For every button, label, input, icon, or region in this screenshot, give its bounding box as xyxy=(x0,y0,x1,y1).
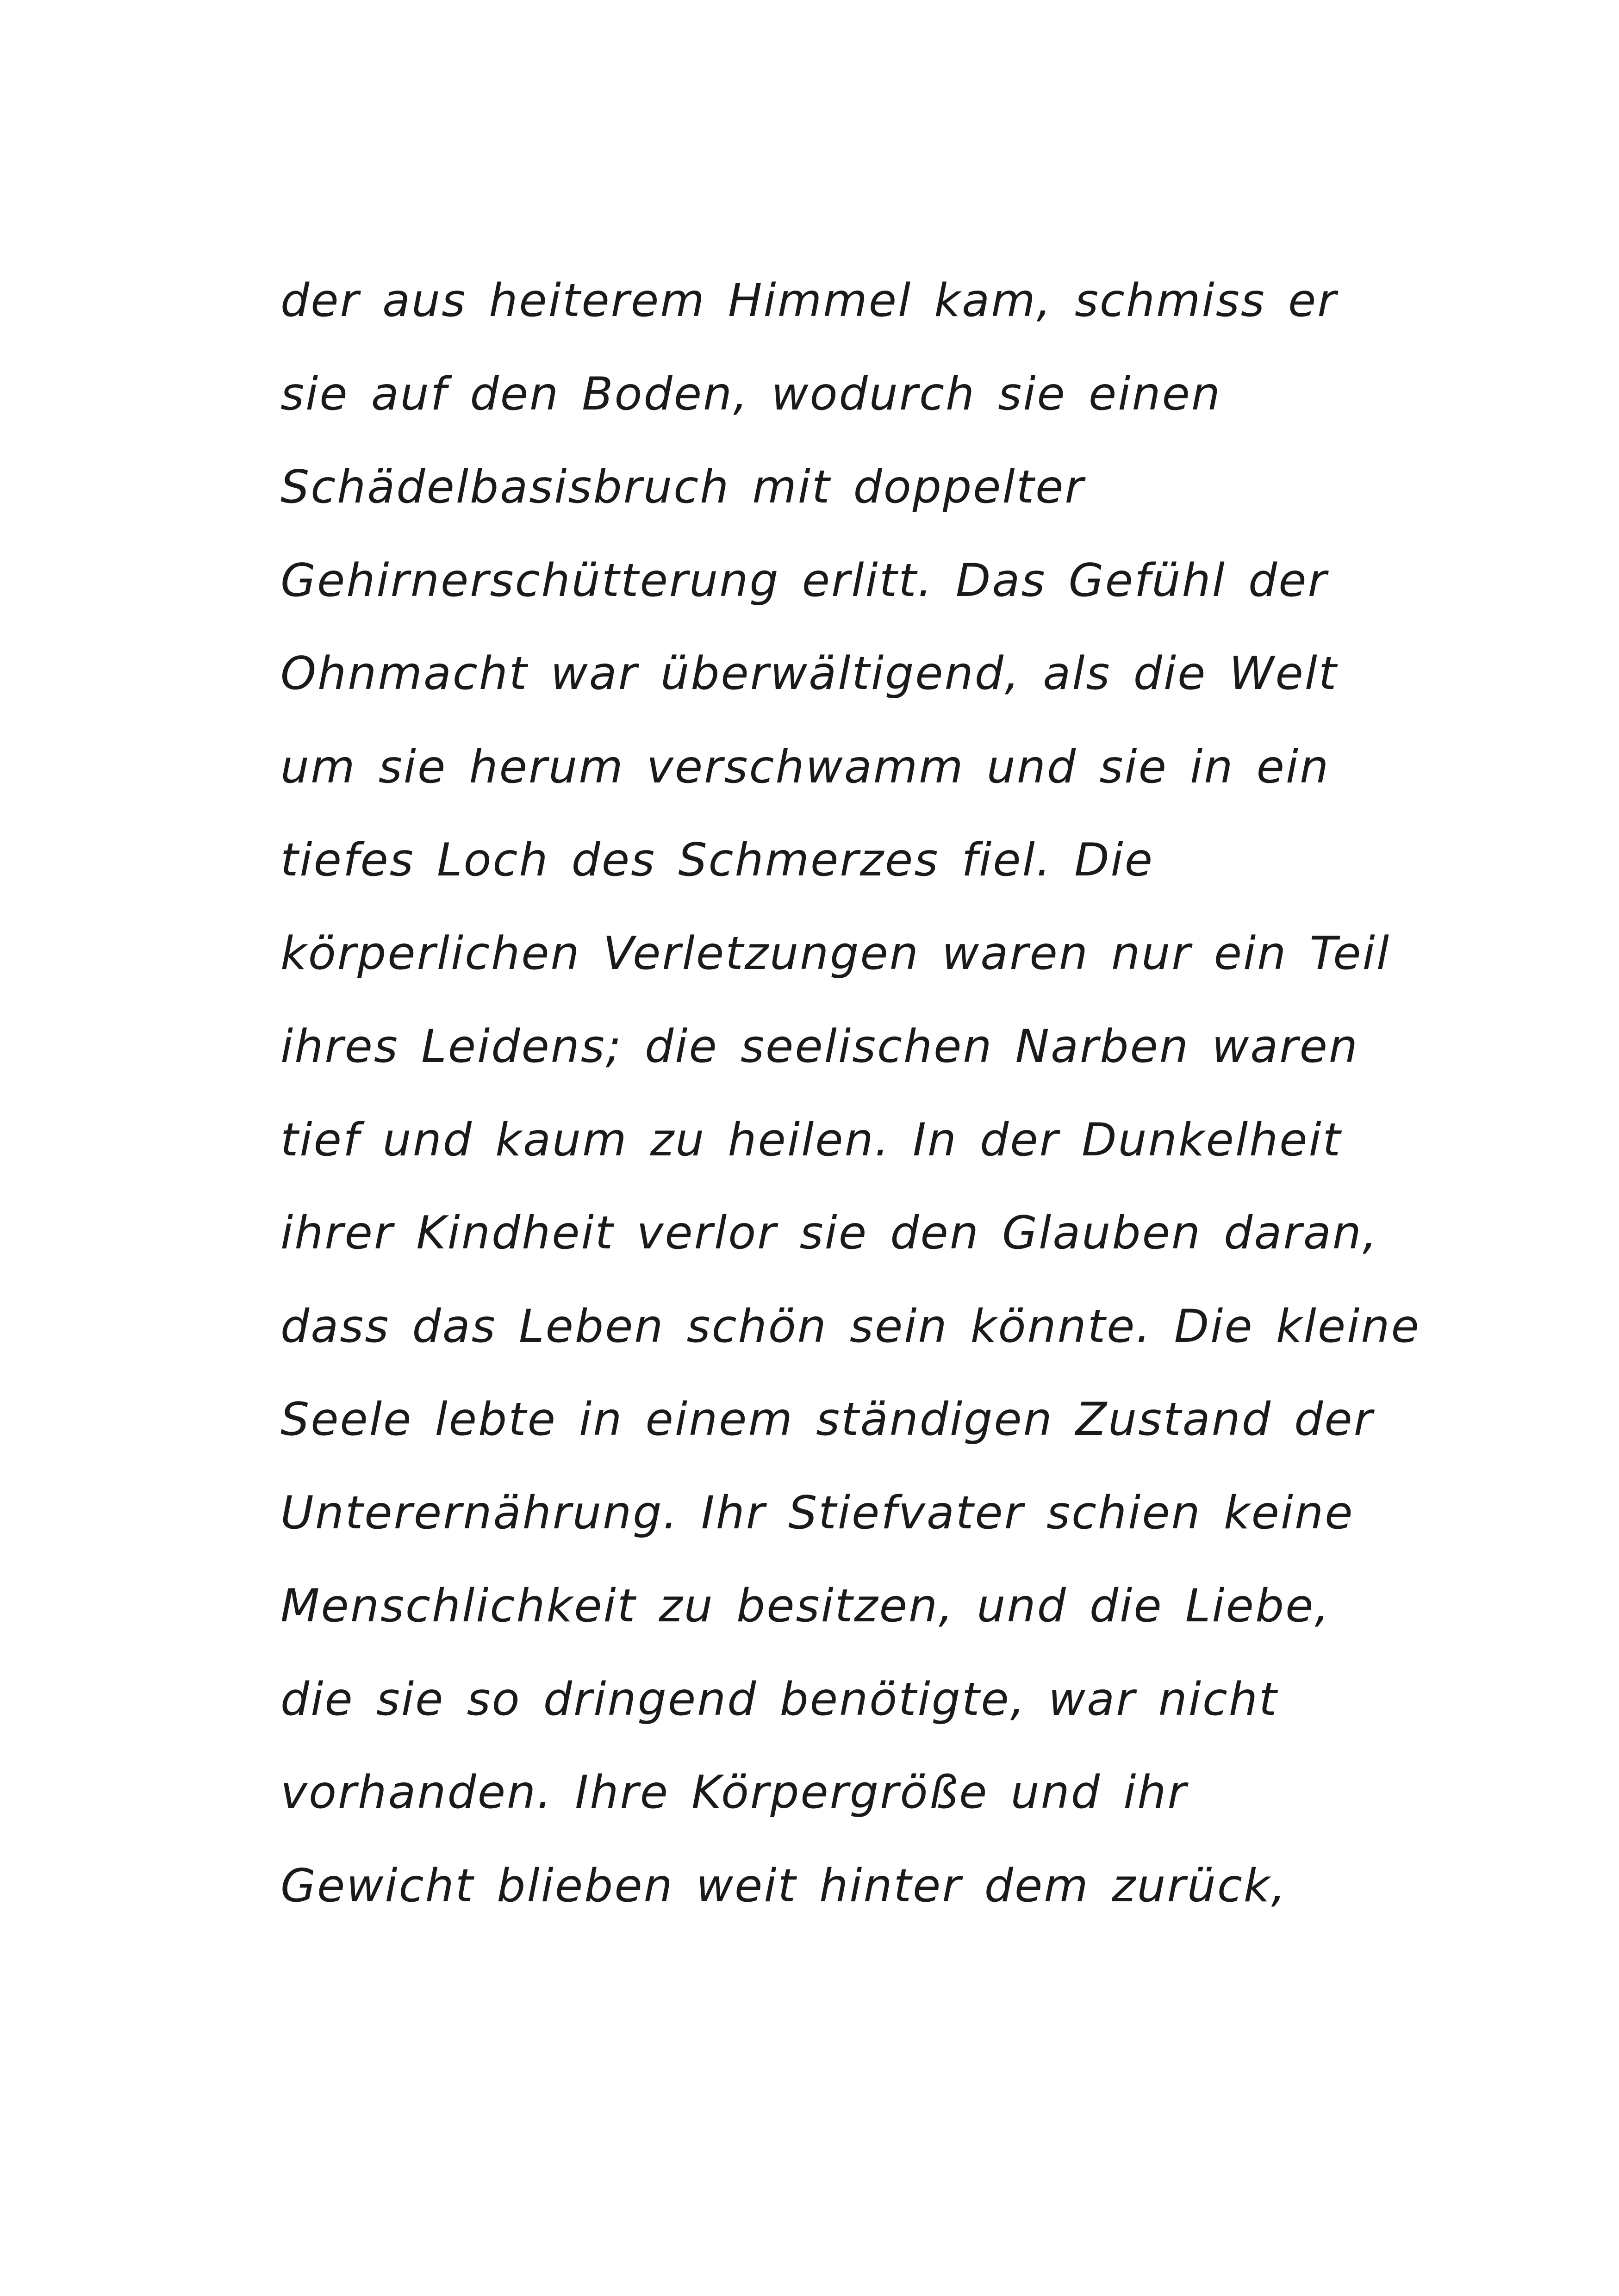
text-line: Ohnmacht war überwältigend, als die Welt xyxy=(280,647,1338,700)
text-line: Gehirnerschütterung erlitt. Das Gefühl der xyxy=(280,554,1328,607)
text-line: tief und kaum zu heilen. In der Dunkelheit xyxy=(280,1113,1342,1167)
text-line: tiefes Loch des Schmerzes fiel. Die xyxy=(280,834,1154,887)
text-line: ihrer Kindheit verlor sie den Glauben daran, xyxy=(280,1207,1379,1260)
body-text xyxy=(280,274,1420,1956)
text-line: Gewicht blieben weit hinter dem zurück, xyxy=(280,1859,1287,1912)
text-line: Seele lebte in einem ständigen Zustand der xyxy=(280,1393,1374,1446)
text-line: Menschlichkeit zu besitzen, und die Liebe, xyxy=(280,1580,1331,1632)
text-line: die sie so dringend benötigte, war nicht xyxy=(280,1673,1278,1726)
text-line: dass das Leben schön sein könnte. Die kleine xyxy=(280,1300,1420,1353)
text-line: der aus heiterem Himmel kam, schmiss er xyxy=(280,274,1338,327)
text-line: Unterernährung. Ihr Stiefvater schien keine xyxy=(280,1486,1354,1539)
text-line: um sie herum verschwamm und sie in ein xyxy=(280,740,1330,794)
text-line: Schädelbasisbruch mit doppelter xyxy=(280,461,1085,514)
text-line: vorhanden. Ihre Körpergröße und ihr xyxy=(280,1766,1188,1819)
text-line: körperlichen Verletzungen waren nur ein Teil xyxy=(280,927,1391,980)
text-line: sie auf den Boden, wodurch sie einen xyxy=(280,367,1222,421)
text-line: ihres Leidens; die seelischen Narben waren xyxy=(280,1020,1359,1073)
